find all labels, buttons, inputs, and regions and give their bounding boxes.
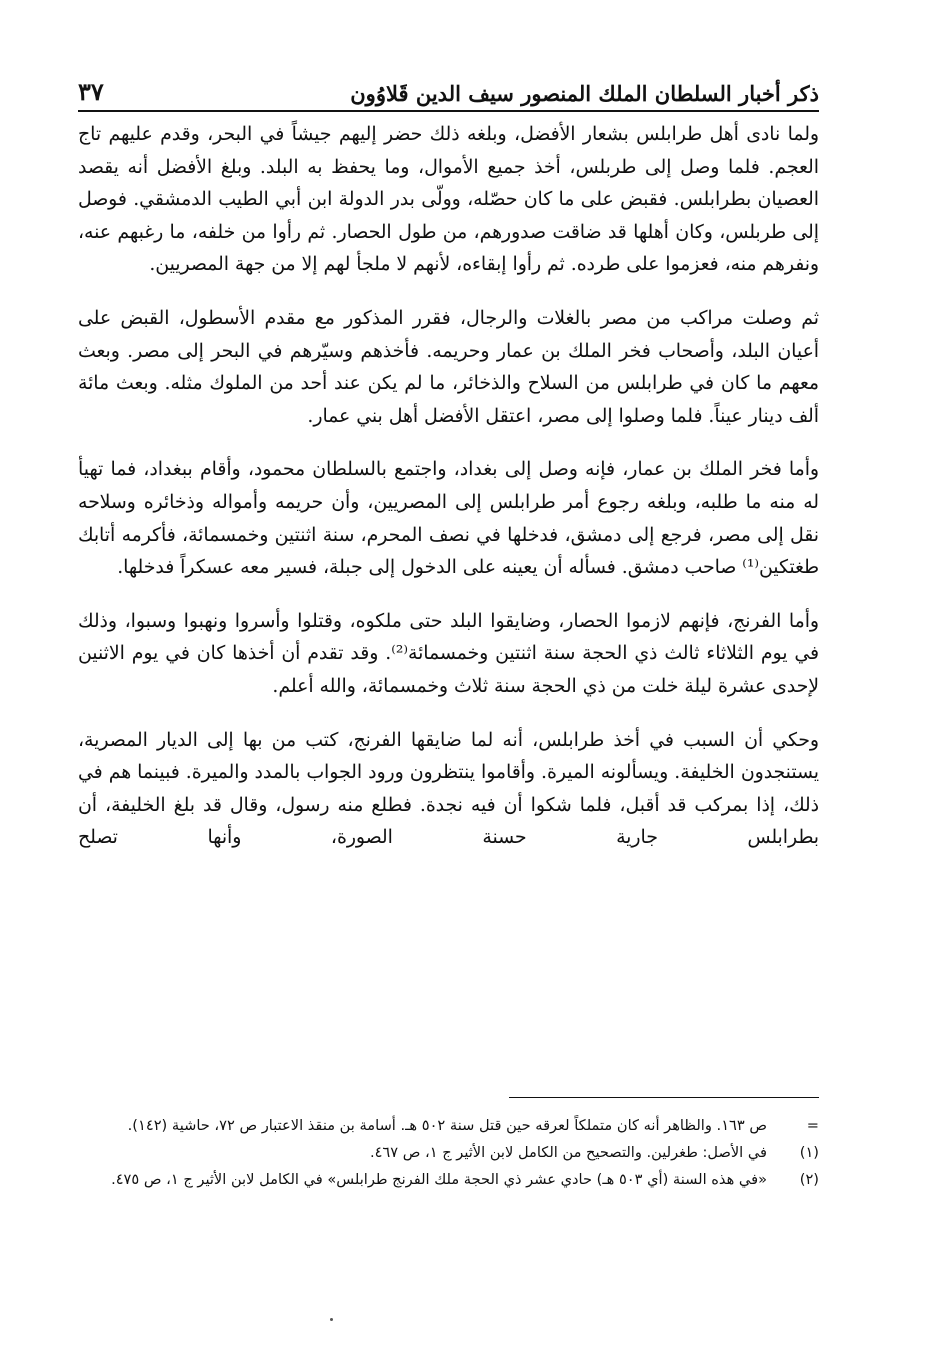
paragraph-1: ولما نادى أهل طرابلس بشعار الأفضل، وبلغه ذلك حضر إليهم جيشاً في البحر، وقدم عليهم تاج العجم. فلما وصل إلى طربلس، أخذ جميع الأموال، وما يحفظ به البلد. وبلغ الأفضل أنه يقصد العصيان بطرابلس. فقبض على ما كان حصّله، وولّى بدر الدولة ابن أبي الطيب الدمشقي. فوصل إلى طربلس، وكان أهلها قد ضاقت صدورهم، من طول الحصار. ثم رأوا من خلفه، ما رغبهم عنه، ونفرهم منه، فعزموا على طرده. ثم رأوا إبقاءه، لأنهم لا ملجأ لهم إلا من جهة المصريين. (78, 124, 819, 276)
footnote-text: «في هذه السنة (أي ٥٠٣ هـ) حادي عشر ذي الحجة ملك الفرنج طرابلس» في الكامل لابن الأثير ج ١، ص ٤٧٥. (111, 1171, 767, 1188)
paragraph-4: وأما الفرنج، فإنهم لازموا الحصار، وضايقوا البلد حتى ملكوه، وقتلوا وأسروا ونهبوا وسبوا، وذلك في يوم الثلاثاء ثالث ذي الحجة سنة اثنتين وخمسمائة⁽²⁾. وقد تقدم أن أخذها كان في يوم الاثنين لإحدى عشرة ليلة خلت من ذي الحجة سنة ثلاث وخمسمائة، والله أعلم. (78, 610, 819, 697)
footnote-1 (78, 1139, 819, 1166)
footnote-text: ص ١٦٣. والظاهر أنه كان متملكاً لعرقه حين قتل سنة ٥٠٢ هـ. أسامة بن منقذ الاعتبار ص ٧٢، حاشية (١٤٢). (127, 1117, 767, 1134)
footnote-2 (78, 1166, 819, 1193)
footnote-rule (509, 1097, 819, 1098)
scan-speck (330, 1318, 333, 1321)
page-number: ٣٧ (78, 77, 104, 106)
running-title: ذكر أخبار السلطان الملك المنصور سيف الدين قَلاوُون (350, 81, 819, 106)
footnote-continuation (78, 1112, 819, 1139)
footnotes (78, 1112, 819, 1193)
footnote-marker: (٢) (799, 1171, 819, 1188)
paragraph-3: وأما فخر الملك بن عمار، فإنه وصل إلى بغداد، واجتمع بالسلطان محمود، وأقام ببغداد، فما تهيأ له منه ما طلبه، وبلغه رجوع أمر طرابلس إلى المصريين، وأن حريمه وأمواله وذخائره وسلاحه نقل إلى مصر، فرجع إلى دمشق، فدخلها في نصف المحرم، سنة اثنتين وخمسمائة، فأكرمه أتابك طغتكين⁽¹⁾ صاحب دمشق. فسأله أن يعينه على الدخول إلى جبلة، فسير معه عسكراً فدخلها. (78, 459, 819, 579)
paragraph-2: ثم وصلت مراكب من مصر بالغلات والرجال، فقرر المذكور مع مقدم الأسطول، القبض على أعيان البلد، وأصحاب فخر الملك بن عمار وحريمه. فأخذهم وسيّرهم في البحر إلى مصر. وبعث معهم ما كان في طرابلس من السلاح والذخائر، ما لم يكن عند أحد من الملوك مثله. وبعث مائة ألف دينار عيناً. فلما وصلوا إلى مصر، اعتقل الأفضل أهل بني عمار. (78, 307, 819, 427)
body-text (78, 119, 819, 876)
paragraph-5: وحكي أن السبب في أخذ طرابلس، أنه لما ضايقها الفرنج، كتب من بها إلى الديار المصرية، يستنجدون الخليفة. ويسألونه الميرة. وأقاموا ينتظرون ورود الجواب بالمدد والميرة. فبينما هم في ذلك، إذا بمركب قد أقبل، فلما شكوا أن فيه نجدة. فطلع منه رسول، وقال قد بلغ الخليفة، أن بطرابلس جارية حسنة الصورة، وأنها تصلح (78, 729, 819, 849)
footnote-text: في الأصل: طغرلين. والتصحيح من الكامل لابن الأثير ج ١، ص ٤٦٧. (369, 1144, 767, 1161)
footnote-marker: (١) (799, 1144, 819, 1161)
footnote-marker: = (806, 1117, 819, 1134)
header-rule (78, 110, 819, 112)
page-header (78, 58, 819, 106)
